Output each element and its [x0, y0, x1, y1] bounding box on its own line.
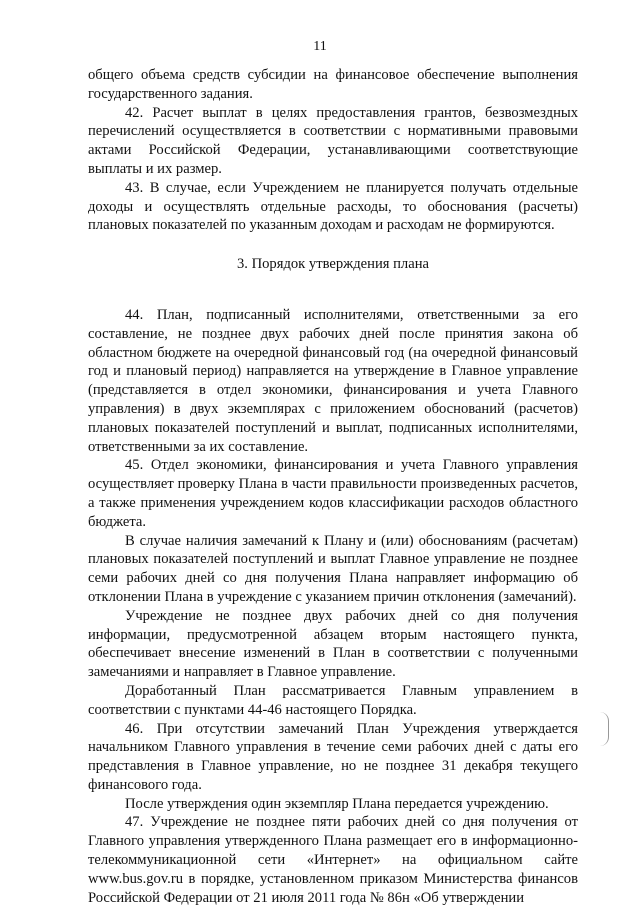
- paragraph-45-remarks: В случае наличия замечаний к Плану и (или) обоснованиям (расчетам) плановых показателей поступлений и выплат Главное управление не позднее семи рабочих дней со дня получения Плана направляет информацию об отклонении Плана в учреждение с указанием причин отклонения (замечаний).: [88, 532, 578, 605]
- paragraph-46: 46. При отсутствии замечаний План Учреждения утверждается начальником Главного управления в течение семи рабочих дней с даты его представления в Главное управление, но не позднее 31 декабря текущего финансового года.: [88, 720, 578, 793]
- paragraph-45-corrections: Учреждение не позднее двух рабочих дней со дня получения информации, предусмотренной абзацем вторым настоящего пункта, обеспечивает внесение изменений в План в соответствии с полученными замечаниями и направляет в Главное управление.: [88, 607, 578, 681]
- page-number: 11: [313, 39, 327, 54]
- margin-pen-mark: [600, 712, 609, 746]
- paragraph-47: 47. Учреждение не позднее пяти рабочих дней со дня получения от Главного управления утвержденного Плана размещает его в информационно-телекоммуникационной сети «Интернет» на официальном сайте www.bus.gov.ru в порядке, установленном приказом Министерства финансов Российской Федерации от 21 июля 2011 года № 86н «Об утверждении: [88, 814, 578, 906]
- paragraph-43: 43. В случае, если Учреждением не планируется получать отдельные доходы и осуществлять отдельные расходы, то обоснования (расчеты) плановых показателей по указанным доходам и расходам не формируются.: [88, 179, 578, 234]
- paragraph-45-revised: Доработанный План рассматривается Главным управлением в соответствии с пунктами 44-46 настоящего Порядка.: [88, 682, 578, 718]
- document-body: [88, 66, 578, 907]
- paragraph-44: 44. План, подписанный исполнителями, ответственными за его составление, не позднее двух рабочих дней после принятия закона об областном бюджете на очередной финансовый год (на очередной финансовый год и плановый период) направляется на утверждение в Главное управление (представляется в отдел экономики, финансирования и учета Главного управления) в двух экземплярах с приложением обоснований (расчетов) плановых показателей поступлений и выплат, подписанных исполнителями, ответственными за их составление.: [88, 306, 578, 455]
- paragraph-continuation: общего объема средств субсидии на финансовое обеспечение выполнения государственного задания.: [88, 67, 578, 102]
- paragraph-46-copy: После утверждения один экземпляр Плана передается учреждению.: [125, 795, 549, 812]
- paragraph-42: 42. Расчет выплат в целях предоставления грантов, безвозмездных перечислений осуществляется в соответствии с нормативными правовыми актами Российской Федерации, устанавливающими соответствующие выплаты и их размер.: [88, 104, 578, 177]
- paragraph-45: 45. Отдел экономики, финансирования и учета Главного управления осуществляет проверку Плана в части правильности произведенных расчетов, а также применения учреждением кодов классификации расходов областного бюджета.: [88, 457, 578, 530]
- section-heading: 3. Порядок утверждения плана: [237, 256, 429, 273]
